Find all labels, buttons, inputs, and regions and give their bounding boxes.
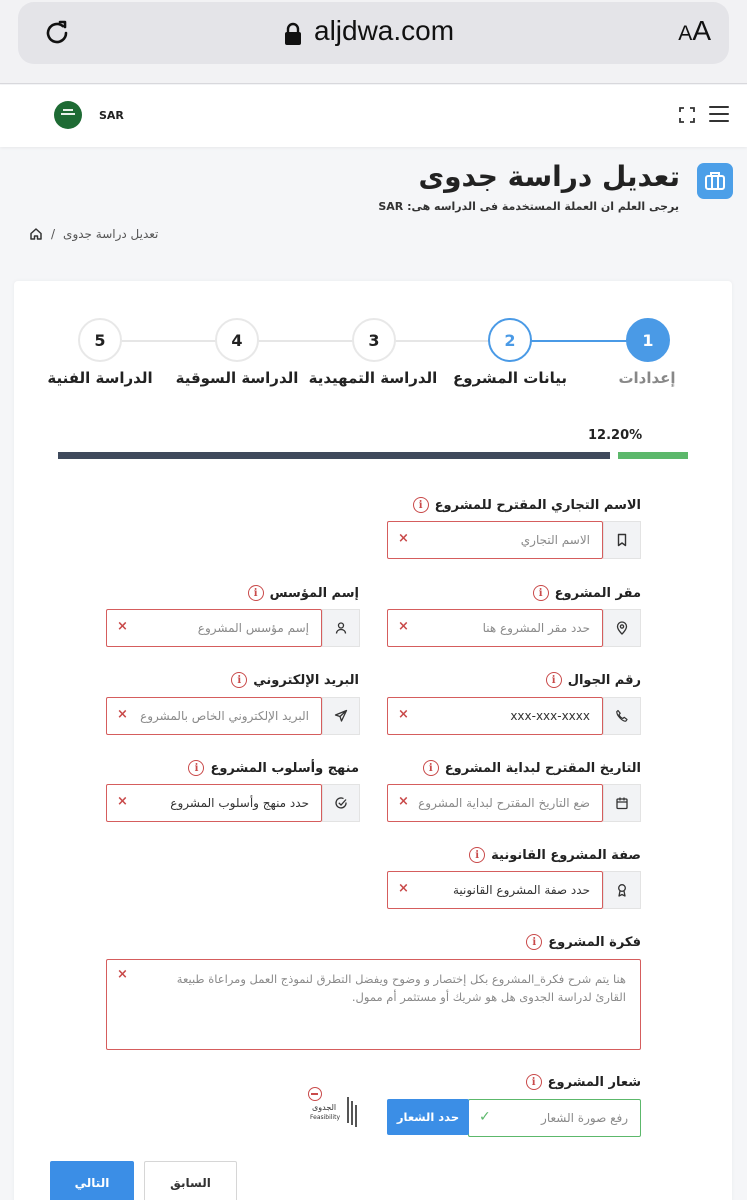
location-field [387,609,641,647]
next-button[interactable]: التالي [50,1161,134,1200]
text-size-button[interactable]: AA [678,15,711,46]
breadcrumb [29,227,158,241]
home-icon[interactable] [29,227,43,241]
currency-label[interactable]: SAR [99,109,124,122]
step-4-label: الدراسة السوقية [175,369,299,387]
info-icon[interactable]: i [526,934,542,950]
info-icon[interactable]: i [546,672,562,688]
previous-button[interactable]: السابق [144,1161,237,1200]
email-input[interactable]: البريد الإلكتروني الخاص بالمشروع × [106,697,322,735]
bookmark-icon [603,521,641,559]
idea-label: فكرة المشروع i [526,934,641,950]
info-icon[interactable]: i [231,672,247,688]
info-icon[interactable]: i [423,760,439,776]
clear-icon[interactable]: × [117,967,128,982]
address-bar[interactable] [18,2,729,64]
check-icon: ✓ [479,1109,491,1125]
send-icon [322,697,360,735]
breadcrumb-separator: / [51,227,56,241]
map-pin-icon [603,609,641,647]
clear-icon[interactable]: × [117,707,128,722]
app-header [0,85,747,147]
info-icon[interactable]: i [413,497,429,513]
step-3[interactable]: 3 [352,318,396,362]
founder-input[interactable]: إسم مؤسس المشروع × [106,609,322,647]
reload-icon[interactable] [40,16,74,50]
info-icon[interactable]: i [188,760,204,776]
currency-note: يرجى العلم ان العملة المستخدمة فى الدراسه هى: SAR [378,200,679,213]
clear-icon[interactable]: × [398,707,409,722]
step-1[interactable]: 1 [626,318,670,362]
info-icon[interactable]: i [469,847,485,863]
progress-percent: 12.20% [588,428,643,443]
info-icon[interactable]: i [526,1074,542,1090]
idea-textarea[interactable]: هنا يتم شرح فكرة_المشروع بكل إختصار و وضوح ويفضل التطرق لنموذج العمل ومراعاة طبيعة القارئ لدراسة الجدوى هل هو شريك أو مستثمر أم ممول. × [106,959,641,1050]
email-field [106,697,360,735]
menu-icon[interactable] [709,106,729,122]
remove-logo-icon[interactable] [308,1087,322,1101]
phone-input[interactable]: xxx-xxx-xxxx × [387,697,603,735]
form-card [14,281,732,1200]
logo-preview-name: الجدوى [312,1103,337,1112]
legal-select[interactable]: حدد صفة المشروع القانونية × [387,871,603,909]
lock-icon [284,22,302,46]
step-2-label: بيانات المشروع [453,369,567,387]
clear-icon[interactable]: × [398,531,409,546]
start-date-field [387,784,641,822]
method-field [106,784,360,822]
email-label: البريد الإلكتروني i [231,672,359,688]
logo-preview-sub: Feasibility [310,1114,340,1121]
browser-toolbar [0,0,747,84]
method-select[interactable]: حدد منهج وأسلوب المشروع × [106,784,322,822]
info-icon[interactable]: i [533,585,549,601]
logo-label: شعار المشروع i [526,1074,641,1090]
logo-upload-input[interactable]: رفع صورة الشعار ✓ [468,1099,641,1137]
phone-field [387,697,641,735]
clear-icon[interactable]: × [398,794,409,809]
page-title: تعديل دراسة جدوى [418,160,680,193]
location-label: مقر المشروع i [533,585,641,601]
phone-icon [603,697,641,735]
step-2[interactable]: 2 [488,318,532,362]
fullscreen-icon[interactable] [679,107,695,123]
legal-field [387,871,641,909]
step-1-label: إعدادات [618,369,676,387]
start-date-input[interactable]: ضع التاريخ المقترح لبداية المشروع × [387,784,603,822]
choose-logo-button[interactable]: حدد الشعار [387,1099,469,1135]
step-5-label: الدراسة الفنية [47,369,153,387]
trade-name-input[interactable]: الاسم التجاري × [387,521,603,559]
phone-label: رقم الجوال i [546,672,641,688]
founder-label: إسم المؤسس i [248,585,359,601]
check-circle-icon [322,784,360,822]
clear-icon[interactable]: × [398,881,409,896]
trade-name-field [387,521,641,559]
clear-icon[interactable]: × [117,794,128,809]
step-4[interactable]: 4 [215,318,259,362]
location-input[interactable]: حدد مقر المشروع هنا × [387,609,603,647]
clear-icon[interactable]: × [117,619,128,634]
progress-bar-fill [618,452,688,459]
step-5[interactable]: 5 [78,318,122,362]
founder-field [106,609,360,647]
progress-bar-remaining [58,452,610,459]
method-label: منهج وأسلوب المشروع i [188,760,359,776]
clear-icon[interactable]: × [398,619,409,634]
briefcase-icon [697,163,733,199]
breadcrumb-current: تعديل دراسة جدوى [63,227,159,241]
legal-label: صفة المشروع القانونية i [469,847,641,863]
award-icon [603,871,641,909]
user-icon [322,609,360,647]
saudi-flag-icon [54,101,82,129]
calendar-icon [603,784,641,822]
url-text[interactable]: aljdwa.com [314,15,455,46]
start-date-label: التاريخ المقترح لبداية المشروع i [423,760,641,776]
trade-name-label: الاسم التجاري المقترح للمشروع i [413,497,641,513]
step-3-label: الدراسة التمهيدية [308,369,438,387]
info-icon[interactable]: i [248,585,264,601]
